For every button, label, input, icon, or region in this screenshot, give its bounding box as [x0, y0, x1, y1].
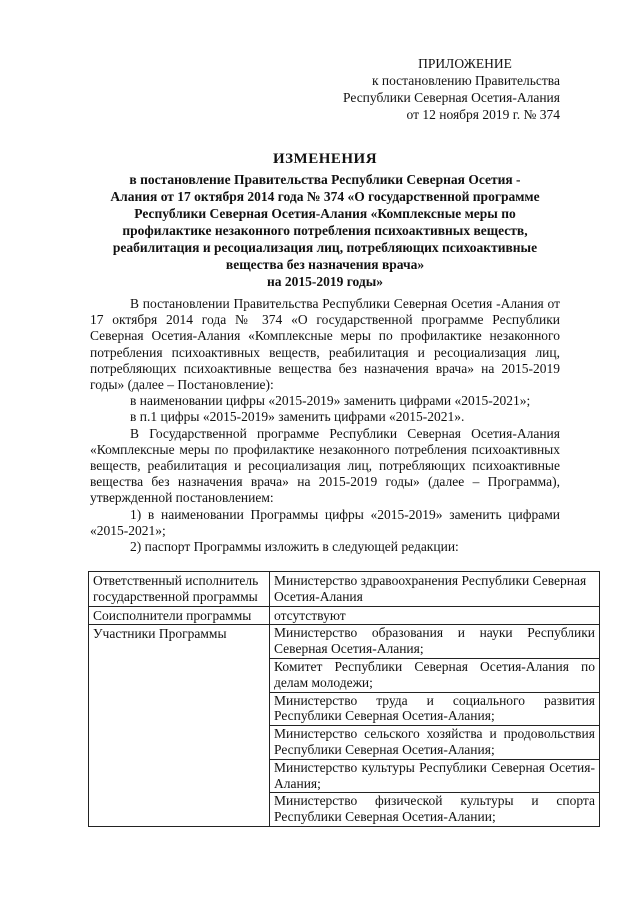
table-row	[89, 606, 600, 625]
heading-title: ИЗМЕНЕНИЯ	[272, 151, 378, 167]
document-heading	[90, 151, 560, 290]
appendix-title: ПРИЛОЖЕНИЕ	[418, 56, 512, 71]
participant-item: Министерство культуры Республики Северная Осетия-Алания;	[270, 760, 599, 794]
table-cell-value: отсутствуют	[270, 606, 600, 625]
document-body	[90, 296, 560, 555]
body-paragraph: 1) в наименовании Программы цифры «2015-2019» заменить цифрами «2015-2021»;	[90, 506, 560, 538]
body-paragraph: в наименовании цифры «2015-2019» заменить цифрами «2015-2021»;	[130, 393, 531, 409]
participants-cell	[270, 625, 600, 827]
appendix-date: от 12 ноября 2019 г. № 374	[406, 107, 560, 122]
heading-line: Республики Северная Осетия-Алания «Комплексные меры по	[134, 206, 516, 221]
body-paragraph: В Государственной программе Республики Северная Осетия-Алания «Комплексные меры по профилактике незаконного потребления психоактивных веществ, реабилитация и ресоциализация лиц, потребляющих психоактивные вещества без назначения врача» на 2015-2019 годы» (далее – Программа), утвержденной постановлением:	[90, 425, 560, 506]
table-row	[89, 572, 600, 607]
heading-line: реабилитация и ресоциализация лиц, потребляющих психоактивные	[112, 240, 538, 255]
participant-item: Министерство сельского хозяйства и продовольствия Республики Северная Осетия-Алания;	[270, 726, 599, 760]
heading-line: в постановление Правительства Республики Северная Осетия -	[129, 172, 521, 187]
participant-item: Министерство физической культуры и спорта Республики Северная Осетия-Алании;	[274, 793, 595, 825]
heading-line: профилактике незаконного потребления психоактивных веществ,	[122, 223, 528, 238]
table-cell-value: Министерство здравоохранения Республики Северная Осетия-Алания	[270, 572, 600, 607]
heading-line: Алания от 17 октября 2014 года № 374 «О государственной программе	[110, 189, 540, 204]
body-paragraph: В постановлении Правительства Республики Северная Осетия -Алания от 17 октября 2014 года № 374 «О государственной программе Республики Северная Осетия-Алания «Комплексные меры по профилактике незаконного потребления психоактивных веществ, реабилитация и ресоциализация лиц, потребляющих психоактивные вещества без назначения врача» на 2015-2019 годы» (далее – Постановление):	[90, 296, 560, 393]
table-cell-label: Ответственный исполнитель государственной программы	[89, 572, 270, 607]
heading-line: на 2015-2019 годы»	[266, 274, 384, 289]
appendix-block	[260, 55, 560, 123]
participant-item: Министерство образования и науки Республики Северная Осетия-Алания;	[270, 625, 599, 659]
heading-line: вещества без назначения врача»	[225, 257, 425, 272]
appendix-line: к постановлению Правительства	[371, 73, 560, 88]
table-row	[89, 625, 600, 827]
body-paragraph: в п.1 цифры «2015-2019» заменить цифрами «2015-2021».	[130, 409, 465, 425]
participant-item: Министерство труда и социального развития Республики Северная Осетия-Алания;	[270, 693, 599, 727]
program-passport-table	[88, 571, 600, 827]
participant-item: Комитет Республики Северная Осетия-Алания по делам молодежи;	[270, 659, 599, 693]
table-cell-label: Соисполнители программы	[89, 606, 270, 625]
participants-list	[270, 625, 599, 826]
body-paragraph: 2) паспорт Программы изложить в следующей редакции:	[130, 539, 459, 555]
table-cell-label: Участники Программы	[89, 625, 270, 827]
appendix-line: Республики Северная Осетия-Алания	[343, 90, 560, 105]
